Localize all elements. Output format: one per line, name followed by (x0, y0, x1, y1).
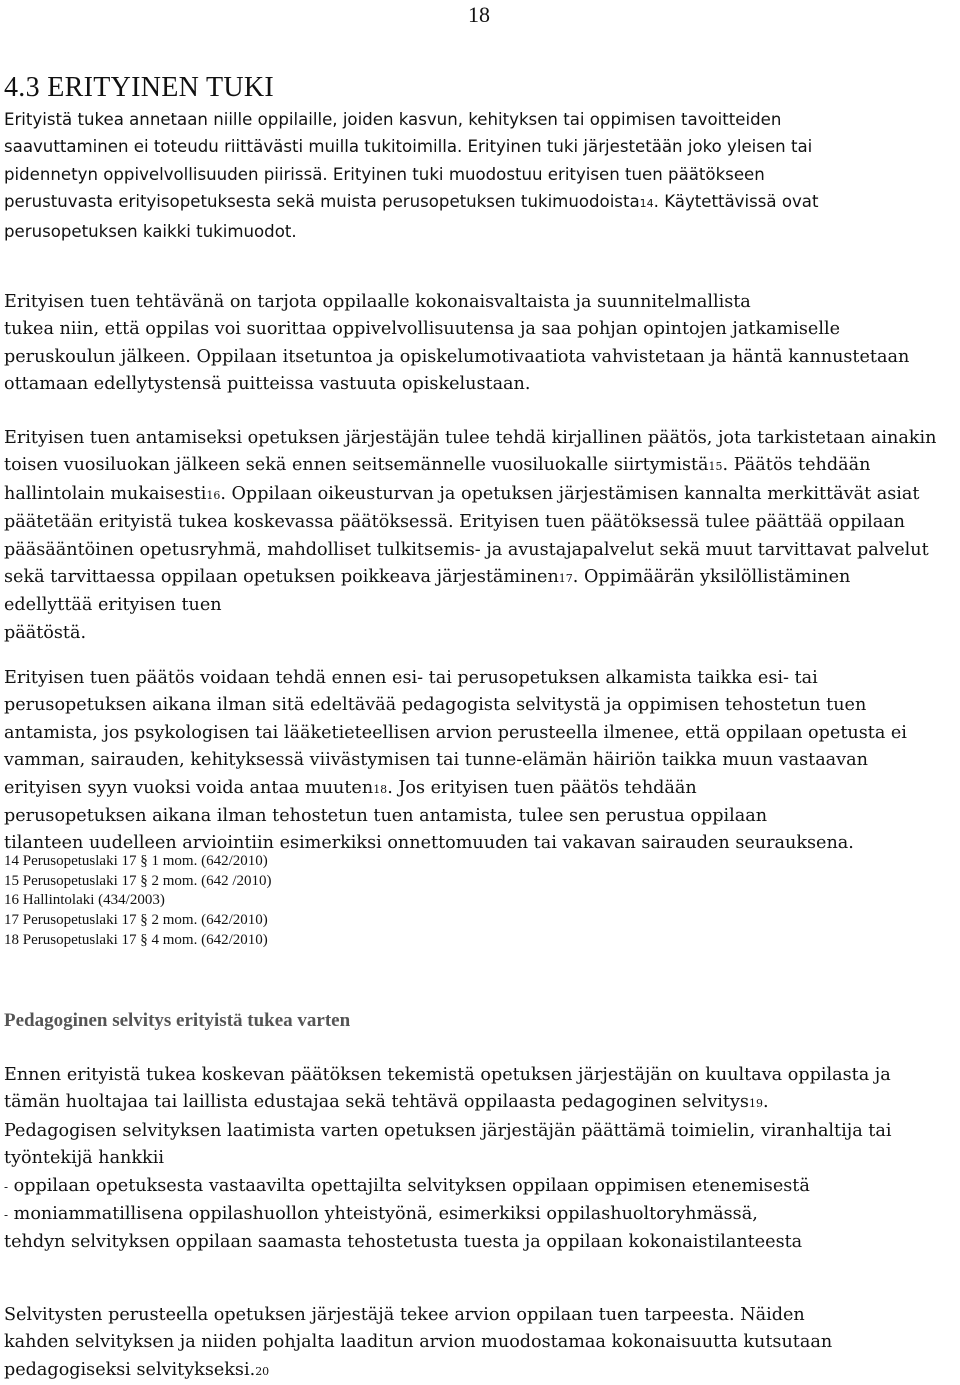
text-segment: . Käytettävissä ovat (653, 192, 819, 212)
footnote-ref: 20 (255, 1364, 270, 1378)
list-item-text: moniammatillisena oppilashuollon yhteistyönä, esimerkiksi oppilashuoltoryhmässä, (13, 1204, 758, 1225)
paragraph-5-line (4, 1089, 956, 1117)
paragraph-3 (4, 425, 956, 647)
paragraph-1-line: Erityistä tukea annetaan niille oppilaille, joiden kasvun, kehityksen tai oppimisen tavoitteiden (4, 110, 782, 129)
footnote-ref: 19 (748, 1097, 763, 1111)
footnote-ref: 14 (639, 197, 654, 211)
paragraph-1-line (4, 188, 956, 217)
footnote: 17 Perusopetuslaki 17 § 2 mom. (642/2010) (4, 912, 268, 929)
paragraph-4-line (4, 775, 956, 803)
paragraph-4 (4, 665, 956, 858)
list-item (4, 1201, 956, 1229)
footnote-ref: 15 (708, 460, 723, 474)
footnote-ref: 18 (373, 782, 388, 796)
text-segment: perustuvasta erityisopetuksesta sekä muista perusopetuksen tukimuodoista (4, 192, 640, 212)
paragraph-1 (4, 106, 956, 245)
paragraph-2-line: Erityisen tuen tehtävänä on tarjota oppilaalle kokonaisvaltaista ja suunnitelmallista (4, 292, 751, 312)
paragraph-2-line: ottamaan edellytystensä puitteissa vastuuta opiskelustaan. (4, 374, 531, 395)
paragraph-5-line: Pedagogisen selvityksen laatimista varten opetuksen järjestäjän päättämä toimielin, viranhaltija tai (4, 1120, 892, 1141)
paragraph-3-line (4, 481, 956, 509)
footnote: 15 Perusopetuslaki 17 § 2 mom. (642 /2010) (4, 872, 272, 889)
text-segment: sekä tarvittaessa oppilaan opetuksen poikkeava järjestäminen (4, 567, 559, 588)
paragraph-4-line: perusopetuksen aikana ilman sitä edeltävää pedagogista selvitystä ja oppimisen tehostetun tuen (4, 695, 867, 716)
paragraph-2-line: tukea niin, että oppilas voi suorittaa oppivelvollisuutensa ja saa pohjan opintojen jatkamiselle (4, 319, 841, 340)
text-segment: tämän huoltajaa tai laillista edustajaa sekä tehtävä oppilaasta pedagoginen selvitys (4, 1092, 749, 1113)
text-segment: . Oppimäärän yksilöllistäminen (572, 567, 851, 588)
paragraph-1-line: saavuttaminen ei toteudu riittävästi muilla tukitoimilla. Erityinen tuki järjestetään joko yleisen tai (4, 137, 813, 157)
paragraph-4-line: vamman, sairauden, kehityksessä viivästymisen tai tunne-elämän häiriön taikka muun vastaavan (4, 750, 868, 771)
footnote-ref: 16 (206, 488, 221, 502)
paragraph-2 (4, 289, 956, 399)
footnotes (4, 852, 271, 951)
paragraph-5 (4, 1062, 956, 1257)
text-segment: . Päätös tehdään (722, 455, 871, 476)
text-segment: pedagogiseksi selvitykseksi. (4, 1359, 256, 1380)
footnote: 18 Perusopetuslaki 17 § 4 mom. (642/2010) (4, 931, 268, 948)
paragraph-4-line: antamista, jos psykologisen tai lääketieteellisen arvion perusteella ilmenee, että oppilaan opetusta ei (4, 722, 907, 743)
paragraph-3-line: päätetään erityistä tukea koskevassa päätöksessä. Erityisen tuen päätöksessä tulee päättää oppilaan (4, 512, 906, 533)
text-segment: hallintolain mukaisesti (4, 483, 207, 504)
text-segment: erityisen syyn vuoksi voida antaa muuten (4, 777, 374, 798)
list-item-text: oppilaan opetuksesta vastaavilta opettajilta selvityksen oppilaan oppimisen etenemisestä (13, 1175, 810, 1196)
paragraph-3-line: edellyttää erityisen tuen (4, 595, 222, 616)
paragraph-5-line: Ennen erityistä tukea koskevan päätöksen tekemistä opetuksen järjestäjän on kuultava oppilasta ja (4, 1065, 891, 1085)
text-segment: toisen vuosiluokan jälkeen sekä ennen seitsemännelle vuosiluokalle siirtymistä (4, 455, 709, 476)
paragraph-6-line: Selvitysten perusteella opetuksen järjestäjä tekee arvion oppilaan tuen tarpeesta. Näiden (4, 1305, 805, 1325)
text-segment: . (762, 1092, 769, 1113)
paragraph-2-line: peruskoulun jälkeen. Oppilaan itsetuntoa ja opiskelumotivaatiota vahvistetaan ja häntä kannustetaan (4, 346, 910, 367)
paragraph-5-line: tehdyn selvityksen oppilaan saamasta tehostetusta tuesta ja oppilaan kokonaistilanteesta (4, 1232, 803, 1253)
paragraph-6-line: kahden selvityksen ja niiden pohjalta laaditun arvion muodostamaa kokonaisuutta kutsutaan (4, 1332, 833, 1353)
text-segment: . Oppilaan oikeusturvan ja opetuksen järjestämisen kannalta merkittävät asiat (220, 483, 920, 504)
text-segment: . Jos erityisen tuen päätös tehdään (387, 777, 697, 798)
paragraph-3-line: Erityisen tuen antamiseksi opetuksen järjestäjän tulee tehdä kirjallinen päätös, jota tarkistetaan ainakin (4, 428, 937, 448)
paragraph-3-line (4, 564, 956, 592)
dash-marker: - (4, 1208, 9, 1223)
paragraph-1-line: perusopetuksen kaikki tukimuodot. (4, 221, 297, 241)
section-heading: 4.3 ERITYINEN TUKI (4, 72, 275, 103)
paragraph-4-line: perusopetuksen aikana ilman tehostetun tuen antamista, tulee sen perustua oppilaan (4, 806, 768, 827)
paragraph-3-line (4, 452, 956, 480)
paragraph-3-line: päätöstä. (4, 622, 87, 643)
paragraph-5-line: työntekijä hankkii (4, 1148, 164, 1169)
paragraph-4-line: tilanteen uudelleen arviointiin esimerkiksi onnettomuuden tai vakavan sairauden seurauksena. (4, 833, 854, 854)
paragraph-6 (4, 1302, 956, 1385)
paragraph-6-line (4, 1357, 956, 1385)
dash-marker: - (4, 1179, 9, 1194)
page-number: 18 (468, 2, 490, 27)
subsection-heading: Pedagoginen selvitys erityistä tukea varten (4, 1010, 351, 1031)
footnote-ref: 17 (558, 572, 573, 586)
paragraph-4-line: Erityisen tuen päätös voidaan tehdä ennen esi- tai perusopetuksen alkamista taikka esi- tai (4, 668, 818, 688)
list-item (4, 1173, 956, 1201)
paragraph-1-line: pidennetyn oppivelvollisuuden piirissä. Erityinen tuki muodostuu erityisen tuen päätökseen (4, 164, 765, 184)
paragraph-3-line: pääsääntöinen opetusryhmä, mahdolliset tulkitsemis- ja avustajapalvelut sekä muut tarvittavat palvelut (4, 539, 929, 560)
footnote: 16 Hallintolaki (434/2003) (4, 892, 165, 909)
footnote: 14 Perusopetuslaki 17 § 1 mom. (642/2010) (4, 853, 268, 869)
